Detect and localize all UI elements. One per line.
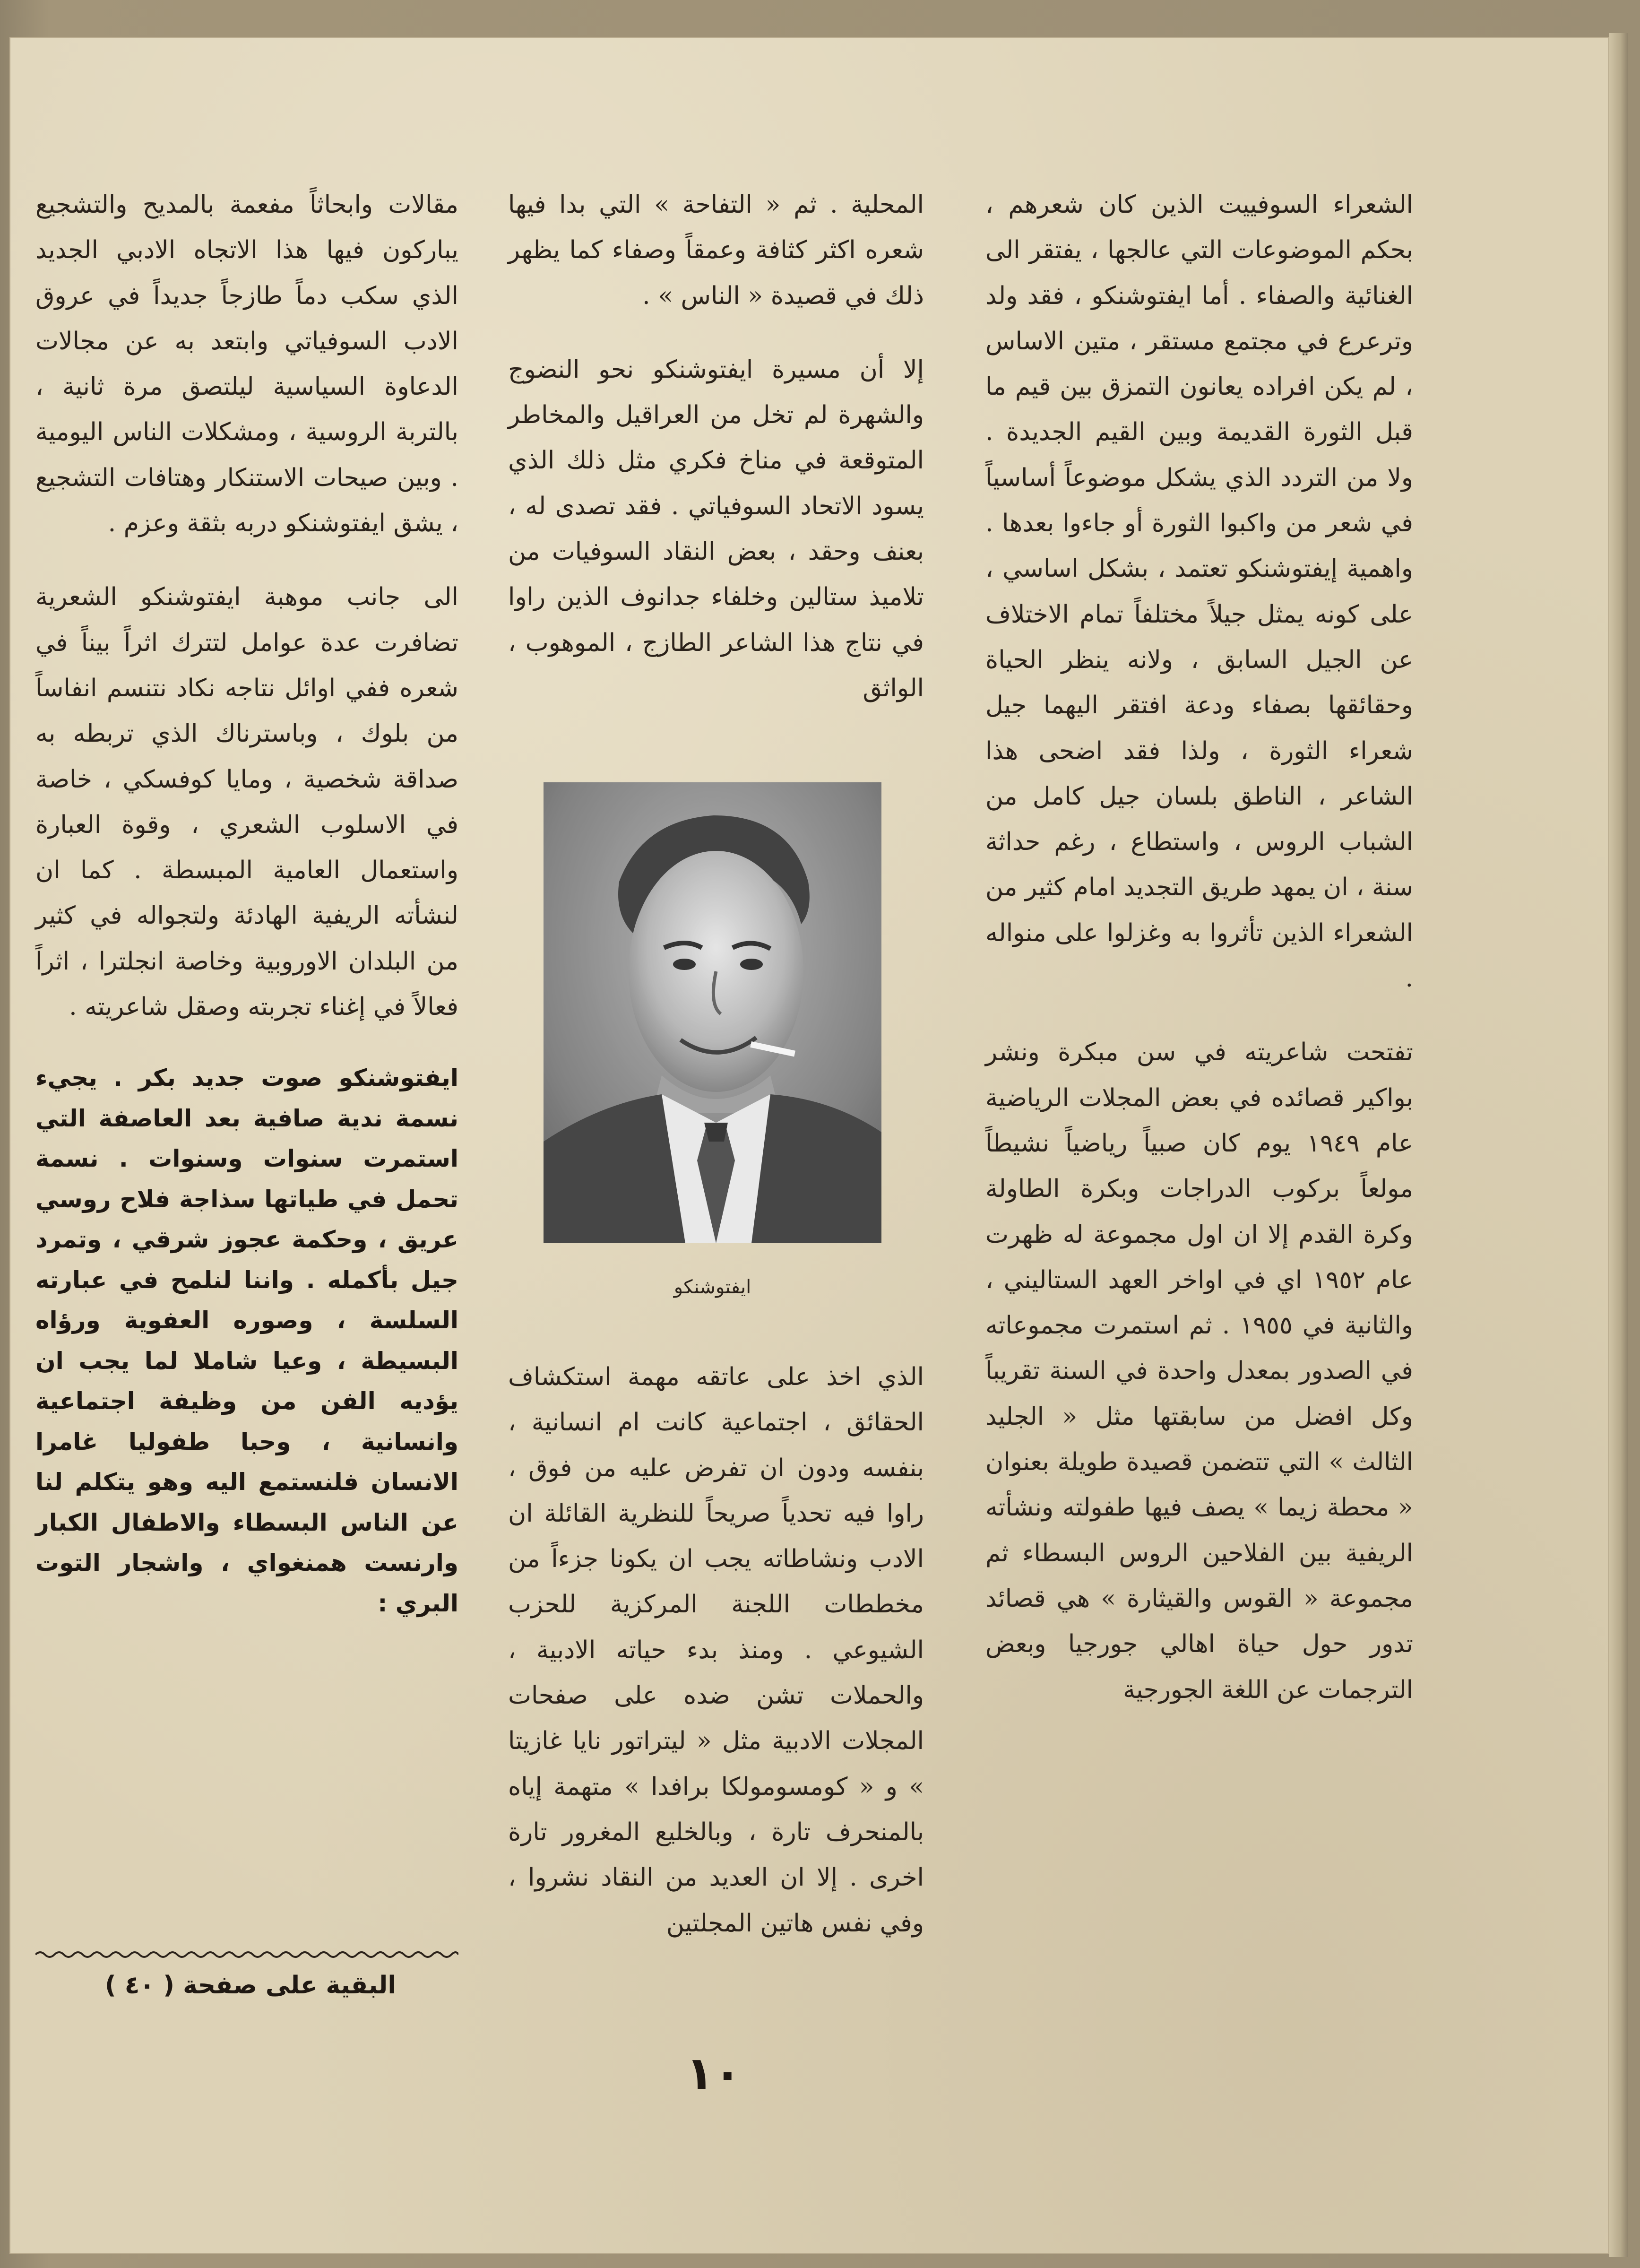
portrait-image	[544, 782, 881, 1243]
article-column-middle-bottom	[508, 1354, 924, 1946]
paragraph: الذي اخذ على عاتقه مهمة استكشاف الحقائق ، اجتماعية كانت ام انسانية ، بنفسه ودون ان تفرض عليه من فوق ، راوا فيه تحدياً صريحاً للنظرية القائلة ان الادب ونشاطاته يجب ان يكونا جزءاً من مخططات اللجنة المركزية للحزب الشيوعي . ومنذ بدء حياته الادبية ، والحملات تشن ضده على صفحات المجلات الادبية مثل « ليتراتور نايا غازيتا » و « كومسومولكا برافدا » متهمة إياه بالمنحرف تارة ، وبالخليع المغرور تارة اخرى . إلا ان العديد من النقاد نشروا ، وفي نفس هاتين المجلتين	[508, 1363, 924, 1938]
highlighted-paragraph: ايفتوشنكو صوت جديد بكر . يجيء نسمة ندية صافية بعد العاصفة التي استمرت سنوات وسنوات . نسمة تحمل في طياتها سذاجة فلاح روسي عريق ، وحكمة عجوز شرقي ، وتمرد جيل بأكمله . واننا لنلمح في عبارته السلسة ، وصوره العفوية ورؤاه البسيطة ، وعيا شاملا لما يجب ان يؤديه الفن من وظيفة اجتماعية وانسانية ، وحبا طفوليا غامرا الانسان فلنستمع اليه وهو يتكلم لنا عن الناس البسطاء والاطفال الكبار وارنست همنغواي ، واشجار التوت البري :	[35, 1064, 458, 1617]
article-column-left	[35, 182, 458, 1624]
article-column-right	[985, 182, 1413, 1713]
paragraph: تفتحت شاعريته في سن مبكرة ونشر بواكير قصائده في بعض المجلات الرياضية عام ١٩٤٩ يوم كان صبياً رياضياً نشيطاً مولعاً بركوب الدراجات وبكرة الطاولة وكرة القدم إلا ان اول مجموعة له ظهرت عام ١٩٥٢ اي في اواخر العهد الستاليني ، والثانية في ١٩٥٥ . ثم استمرت مجموعاته في الصدور بمعدل واحدة في السنة تقريباً وكل افضل من سابقتها مثل « الجليد الثالث » التي تتضمن قصيدة طويلة بعنوان « محطة زيما » يصف فيها طفولته ونشأته الريفية بين الفلاحين الروس البسطاء ثم مجموعة « القوس والقيثارة » هي قصائد تدور حول حياة اهالي جورجيا وبعض الترجمات عن اللغة الجورجية	[985, 1038, 1413, 1704]
author-photo	[544, 782, 881, 1243]
page-number: ١٠	[686, 2047, 742, 2100]
paragraph: الى جانب موهبة ايفتوشنكو الشعرية تضافرت عدة عوامل لتترك اثراً بيناً في شعره ففي اوائل نتاجه نكاد نتنسم انفاساً من بلوك ، وباسترناك الذي تربطه به صداقة شخصية ، ومايا كوفسكي ، خاصة في الاسلوب الشعري ، وقوة العبارة واستعمال العامية المبسطة . كما ان لنشأته الريفية الهادئة ولتجواله في كثير من البلدان الاوروبية وخاصة انجلترا ، اثراً فعالاً في إغناء تجربته وصقل شاعريته .	[35, 583, 458, 1021]
article-column-middle-top	[508, 182, 924, 711]
paragraph: الشعراء السوفييت الذين كان شعرهم ، بحكم الموضوعات التي عالجها ، يفتقر الى الغنائية والصفاء . أما ايفتوشنكو ، فقد ولد وترعرع في مجتمع مستقر ، متين الاساس ، لم يكن افراده يعانون التمزق بين قيم ما قبل الثورة القديمة وبين القيم الجديدة . ولا من التردد الذي يشكل موضوعاً أساسياً في شعر من واكبوا الثورة أو جاءوا بعدها . واهمية إيفتوشنكو تعتمد ، بشكل اساسي ، على كونه يمثل جيلاً مختلفاً تمام الاختلاف عن الجيل السابق ، ولانه ينظر الحياة وحقائقها بصفاء ودعة افتقر اليهما جيل شعراء الثورة ، ولذا فقد اضحى هذا الشاعر ، الناطق بلسان جيل كامل من الشباب الروس ، واستطاع ، رغم حداثة سنة ، ان يمهد طريق التجديد امام كثير من الشعراء الذين تأثروا به وغزلوا على منواله .	[985, 190, 1413, 993]
page-edge	[1609, 33, 1628, 2257]
wavy-divider	[35, 1948, 458, 1962]
paragraph: المحلية . ثم « التفاحة » التي بدا فيها شعره اكثر كثافة وعمقاً وصفاء كما يظهر ذلك في قصيدة « الناس » .	[508, 190, 924, 310]
paragraph: مقالات وابحاثاً مفعمة بالمديح والتشجيع يباركون فيها هذا الاتجاه الادبي الجديد الذي سكب دماً طازجاً جديداً في عروق الادب السوفياتي وابتعد به عن مجالات الدعاوة السياسية ليلتصق مرة ثانية ، بالتربة الروسية ، ومشكلات الناس اليومية . وبين صيحات الاستنكار وهتافات التشجيع ، يشق ايفتوشنكو دربه بثقة وعزم .	[35, 190, 459, 538]
continued-note: البقية على صفحة ( ٤٠ )	[104, 1971, 397, 2000]
photo-caption: ايفتوشنكو	[673, 1276, 751, 1298]
paragraph: إلا أن مسيرة ايفتوشنكو نحو النضوج والشهرة لم تخل من العراقيل والمخاطر المتوقعة في مناخ فكري مثل ذلك الذي يسود الاتحاد السوفياتي . فقد تصدى له ، بعنف وحقد ، بعض النقاد السوفيات من تلاميذ ستالين وخلفاء جدانوف الذين راوا في نتاج هذا الشاعر الطازج ، الموهوب ، الواثق	[508, 355, 924, 702]
